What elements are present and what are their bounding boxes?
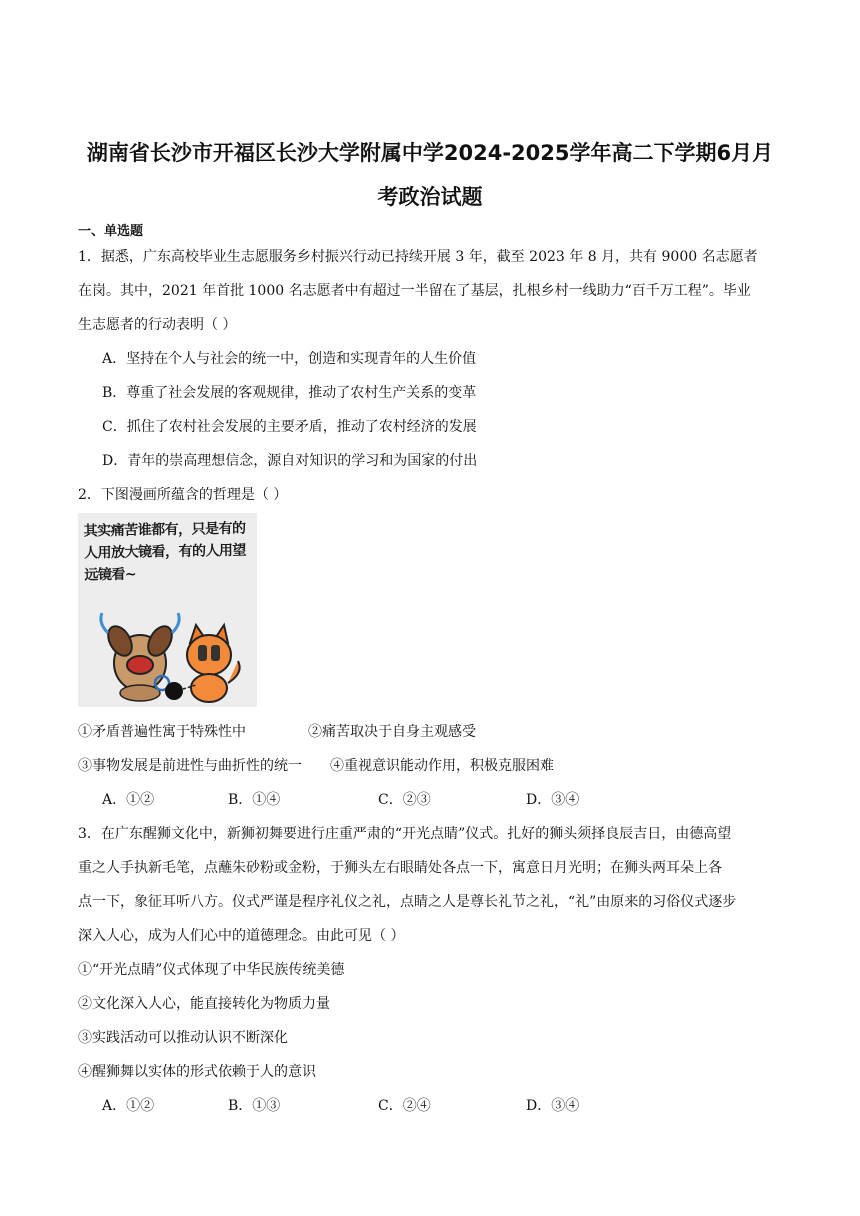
q3-stem-line-2: 重之人手执新毛笔，点蘸朱砂粉或金粉，于狮头左右眼睛处各点一下，寓意日月光明；在狮头两耳朵上各 — [78, 860, 722, 876]
comic-caption: 其实痛苦谁都有，只是有的人用放大镜看，有的人用望远镜看~ — [83, 520, 247, 584]
q3-option-b: B．①③ — [228, 1098, 281, 1114]
q3-statement-1: ①“开光点睛”仪式体现了中华民族传统美德 — [78, 962, 345, 978]
q1-stem-line-1: 1．据悉，广东高校毕业生志愿服务乡村振兴行动已持续开展 3 年，截至 2023 年 8 月，共有 9000 名志愿者 — [78, 249, 758, 265]
q2-option-d: D．③④ — [526, 792, 580, 808]
q3-option-d: D．③④ — [526, 1098, 580, 1114]
q2-option-b: B．①④ — [228, 792, 281, 808]
comic-image — [78, 513, 257, 707]
q1-stem-line-3: 生志愿者的行动表明（ ） — [78, 317, 237, 333]
q3-statement-2: ②文化深入人心，能直接转化为物质力量 — [78, 996, 330, 1012]
q3-option-a: A．①② — [102, 1098, 155, 1114]
section-heading: 一、单选题 — [78, 224, 144, 239]
q3-stem-line-1: 3．在广东醒狮文化中，新狮初舞要进行庄重严肃的“开光点睛”仪式。扎好的狮头须择良辰吉日，由德高望 — [78, 826, 732, 842]
q3-statement-4: ④醒狮舞以实体的形式依赖于人的意识 — [78, 1064, 316, 1080]
exam-title-line1: 湖南省长沙市开福区长沙大学附属中学2024-2025学年高二下学期6月月 — [86, 141, 774, 165]
q2-statement-4: ④重视意识能动作用，积极克服困难 — [330, 758, 554, 774]
q2-stem: 2．下图漫画所蕴含的哲理是（ ） — [78, 487, 288, 503]
q2-statement-2: ②痛苦取决于自身主观感受 — [308, 724, 476, 740]
q3-statement-3: ③实践活动可以推动认识不断深化 — [78, 1030, 288, 1046]
q3-stem-line-4: 深入人心，成为人们心中的道德理念。由此可见（ ） — [78, 928, 405, 944]
q2-statement-3: ③事物发展是前进性与曲折性的统一 — [78, 758, 302, 774]
q1-option-a: A．坚持在个人与社会的统一中，创造和实现青年的人生价值 — [102, 351, 477, 367]
q2-statement-1: ①矛盾普遍性寓于特殊性中 — [78, 724, 246, 740]
q1-option-b: B．尊重了社会发展的客观规律，推动了农村生产关系的变革 — [102, 385, 477, 401]
q3-option-c: C．②④ — [378, 1098, 431, 1114]
q3-stem-line-3: 点一下，象征耳听八方。仪式严谨是程序礼仪之礼，点睛之人是尊长礼节之礼，“礼”由原来的习俗仪式逐步 — [78, 894, 737, 910]
q1-option-c: C．抓住了农村社会发展的主要矛盾，推动了农村经济的发展 — [102, 419, 477, 435]
exam-title-line2: 考政治试题 — [377, 185, 483, 209]
q1-option-d: D．青年的崇高理想信念，源自对知识的学习和为国家的付出 — [102, 453, 478, 469]
cat-figure — [187, 625, 240, 702]
q2-option-a: A．①② — [102, 792, 155, 808]
q2-option-c: C．②③ — [378, 792, 431, 808]
comic-illustration — [78, 513, 257, 707]
q1-stem-line-2: 在岗。其中，2021 年首批 1000 名志愿者中有超过一半留在了基层，扎根乡村一线助力“百千万工程”。毕业 — [78, 283, 751, 299]
